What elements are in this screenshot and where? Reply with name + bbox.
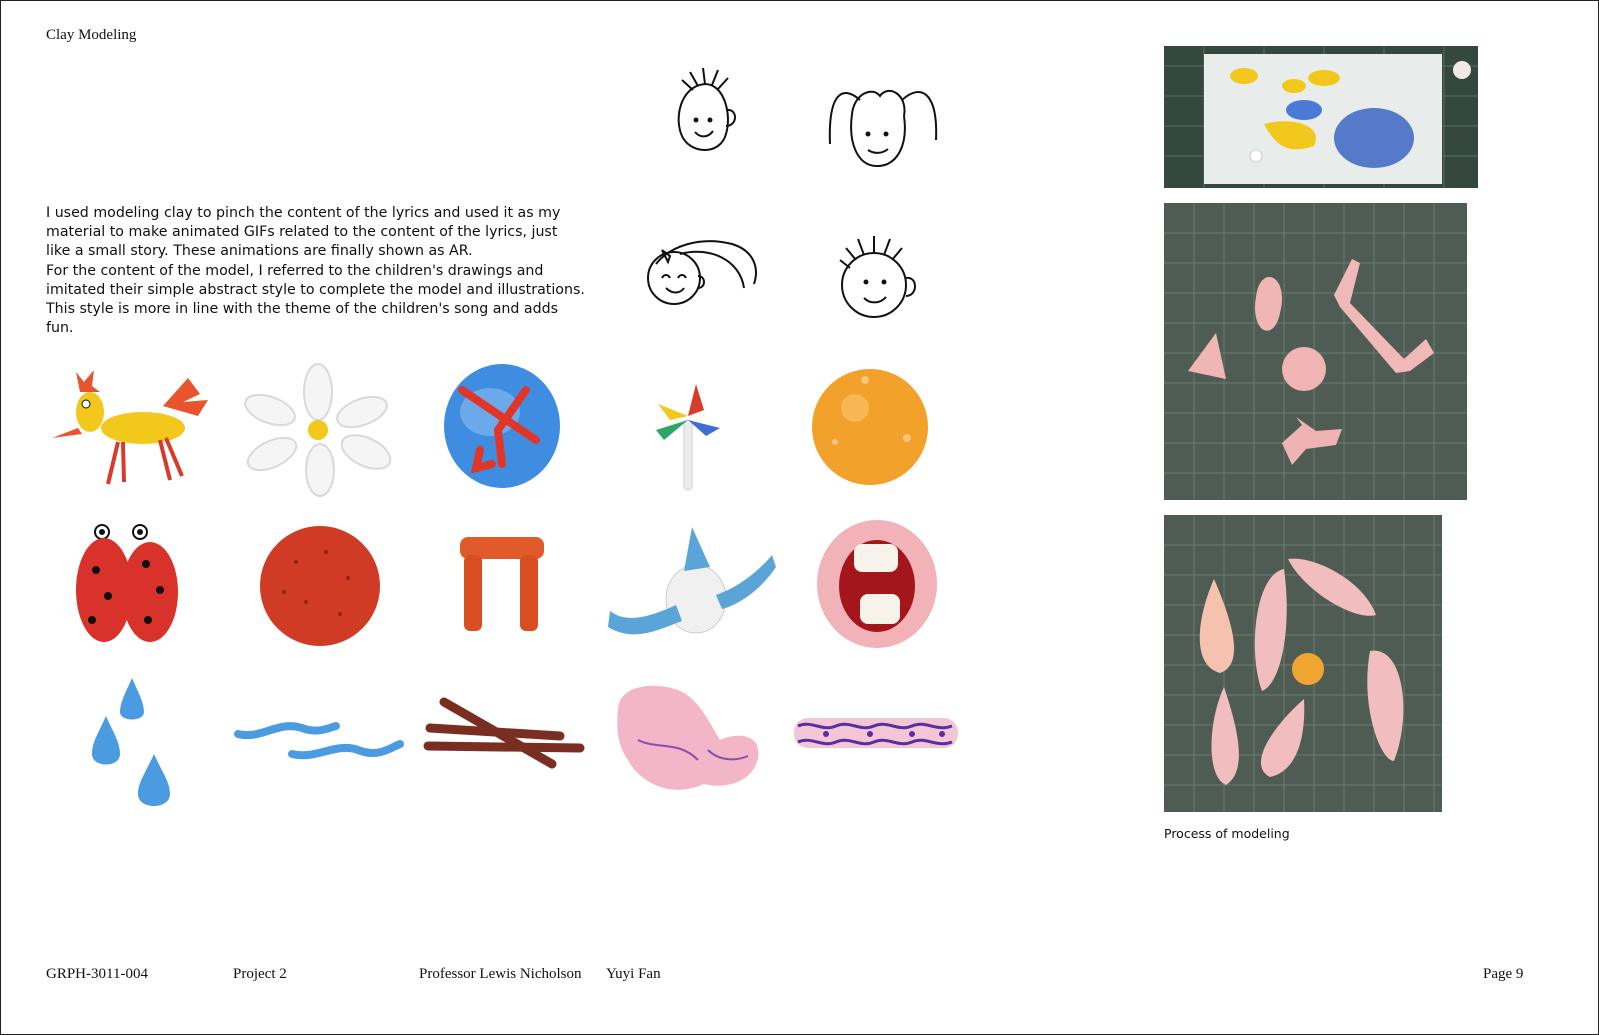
photo-caption: Process of modeling	[1164, 826, 1290, 841]
clay-sticks-icon	[420, 690, 590, 770]
process-photo-3	[1164, 515, 1442, 812]
footer-page-number: Page 9	[1483, 966, 1524, 982]
process-photo-1	[1164, 46, 1478, 188]
clay-shoe-icon	[608, 680, 768, 810]
clay-mouth-icon	[812, 514, 942, 654]
clay-raindrops-icon	[86, 676, 176, 811]
face-spiky-hair-sketch	[660, 64, 750, 164]
description-paragraph-1: I used modeling clay to pinch the content of the lyrics and used it as my material to make animated GIFs related to the content of the lyrics, just like a small story. These animations are finally shown as AR.	[46, 205, 561, 260]
clay-patterned-bar-icon	[792, 714, 962, 754]
footer-project: Project 2	[233, 966, 287, 982]
clay-stool-icon	[458, 535, 548, 635]
clay-orange-ball-icon	[805, 362, 935, 492]
clay-airplane-icon	[604, 525, 779, 650]
clay-pinwheel-icon	[650, 380, 725, 495]
process-photo-2	[1164, 203, 1467, 500]
footer-course: GRPH-3011-004	[46, 966, 148, 982]
clay-blue-ball-icon	[440, 360, 565, 495]
clay-worms-icon	[232, 716, 407, 766]
description-paragraph-2: For the content of the model, I referred to the children's drawings and imitated their simple abstract style to complete the model and illustrations. This style is more in line with the theme of the children's song and adds fun.	[46, 262, 585, 337]
page-title: Clay Modeling	[46, 27, 137, 43]
clay-daisy-icon	[238, 362, 398, 497]
description-text	[46, 204, 586, 338]
clay-red-ball-icon	[256, 522, 386, 650]
clay-ladybug-icon	[74, 520, 184, 650]
footer-author: Yuyi Fan	[606, 966, 661, 982]
face-round-spiky-sketch	[832, 230, 922, 325]
footer-professor: Professor Lewis Nicholson	[419, 966, 582, 982]
face-ponytail-sketch	[640, 232, 770, 312]
clay-bird-icon	[48, 366, 213, 491]
face-pigtails-sketch	[822, 74, 942, 174]
